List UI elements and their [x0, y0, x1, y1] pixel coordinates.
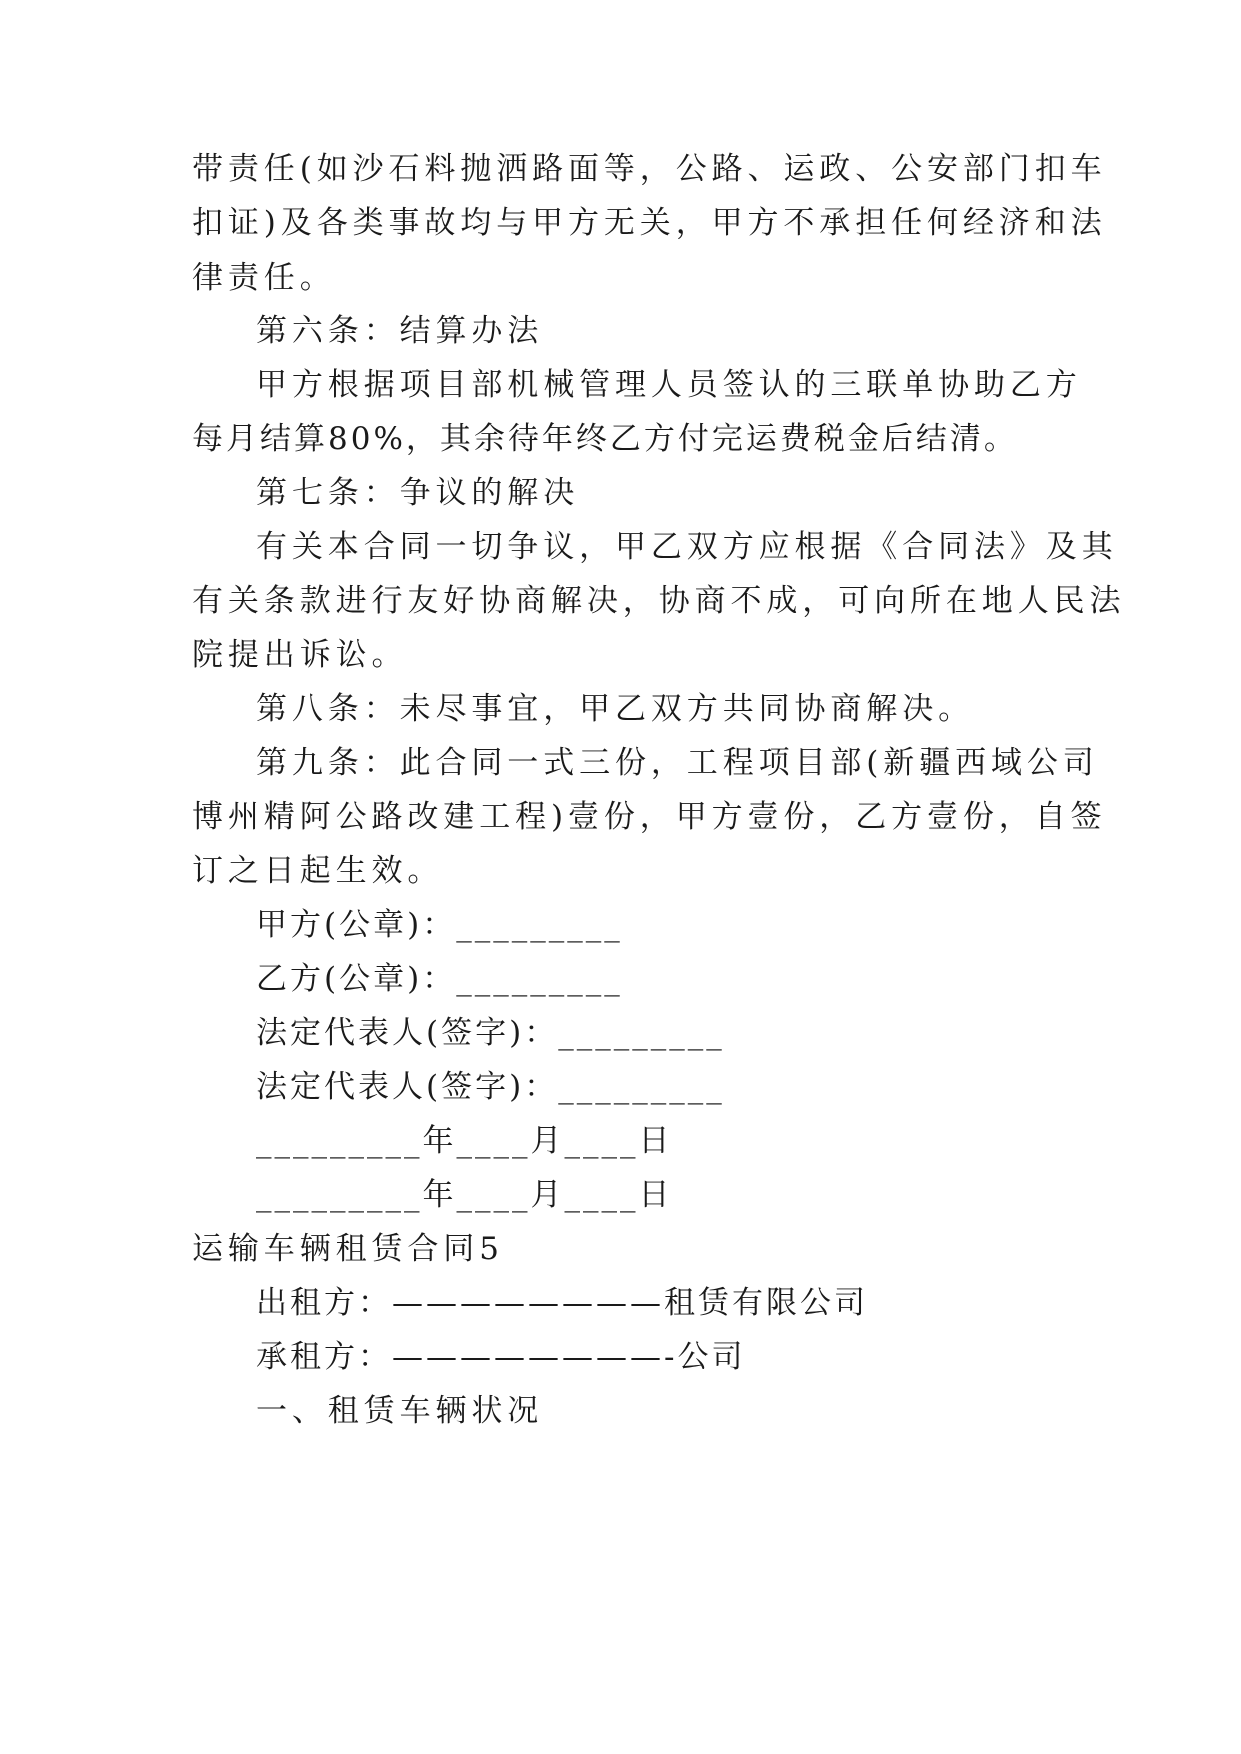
- party-b-seal-line: 乙方(公章)：_________: [256, 961, 623, 997]
- paragraph-line: 律责任。: [192, 260, 336, 296]
- paragraph-line: 博州精阿公路改建工程)壹份，甲方壹份，乙方壹份，自签: [192, 799, 1107, 835]
- section-heading-article-9: 第九条：此合同一式三份，工程项目部(新疆西域公司: [256, 745, 1099, 781]
- contract-title: 运输车辆租赁合同5: [192, 1231, 504, 1267]
- legal-representative-signature-line: 法定代表人(签字)：_________: [256, 1069, 725, 1105]
- section-heading-article-7: 第七条：争议的解决: [256, 475, 580, 511]
- section-heading-article-8: 第八条：未尽事宜，甲乙双方共同协商解决。: [256, 691, 974, 727]
- party-a-seal-line: 甲方(公章)：_________: [256, 907, 623, 943]
- date-line: _________年____月____日: [256, 1177, 673, 1213]
- paragraph-line: 有关本合同一切争议，甲乙双方应根据《合同法》及其: [256, 529, 1118, 565]
- paragraph-line: 扣证)及各类事故均与甲方无关，甲方不承担任何经济和法: [192, 205, 1107, 241]
- lessee-line: 承租方：————————-公司: [256, 1339, 746, 1375]
- lessor-line: 出租方：————————租赁有限公司: [256, 1285, 868, 1321]
- legal-representative-signature-line: 法定代表人(签字)：_________: [256, 1015, 725, 1051]
- paragraph-line: 甲方根据项目部机械管理人员签认的三联单协助乙方: [256, 367, 1082, 403]
- paragraph-line: 有关条款进行友好协商解决，协商不成，可向所在地人民法: [192, 583, 1126, 619]
- paragraph-line: 院提出诉讼。: [192, 637, 408, 673]
- section-heading-article-6: 第六条：结算办法: [256, 313, 544, 349]
- paragraph-line: 订之日起生效。: [192, 853, 444, 889]
- section-heading-vehicle-status: 一、租赁车辆状况: [256, 1393, 544, 1429]
- paragraph-line: 每月结算80%，其余待年终乙方付完运费税金后结清。: [192, 421, 1018, 457]
- date-line: _________年____月____日: [256, 1123, 673, 1159]
- paragraph-line: 带责任(如沙石料抛洒路面等，公路、运政、公安部门扣车: [192, 151, 1107, 187]
